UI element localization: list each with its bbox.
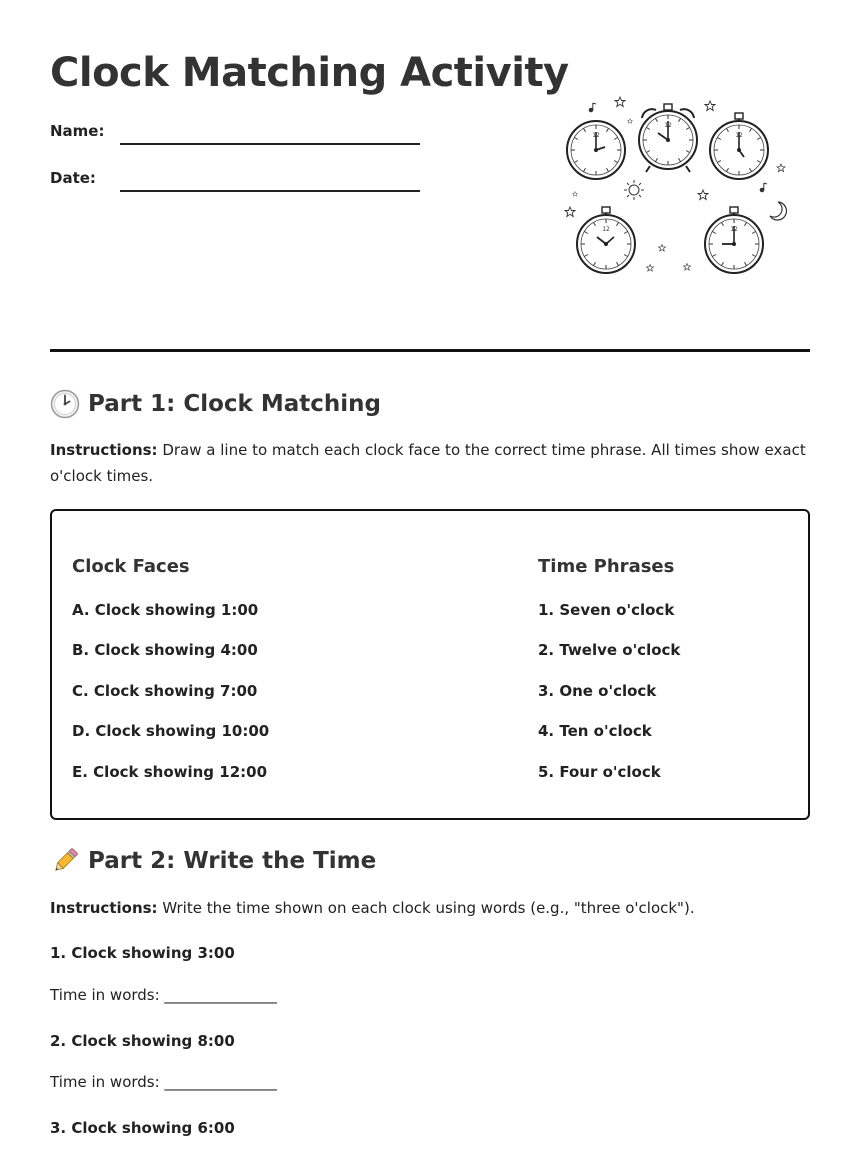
time-phrase-item[interactable]: 2. Twelve o'clock <box>538 641 681 659</box>
clock-face-item[interactable]: D. Clock showing 10:00 <box>72 722 270 740</box>
part2-instructions <box>50 895 810 921</box>
date-line <box>120 190 420 192</box>
answer-line[interactable]: Time in words: _______________ <box>50 986 277 1004</box>
page-title: Clock Matching Activity <box>50 50 569 96</box>
question-title: 3. Clock showing 6:00 <box>50 1119 235 1137</box>
part2-instructions-text: Write the time shown on each clock using words (e.g., "three o'clock"). <box>157 899 695 917</box>
part2-instructions-label: Instructions: <box>50 899 158 917</box>
clock-faces-heading: Clock Faces <box>72 556 190 577</box>
date-label: Date: <box>50 169 96 187</box>
time-phrases-heading: Time Phrases <box>538 556 675 577</box>
question-title: 1. Clock showing 3:00 <box>50 944 235 962</box>
time-phrase-item[interactable]: 5. Four o'clock <box>538 763 661 781</box>
matching-box <box>50 509 810 820</box>
part1-heading-text: Part 1: Clock Matching <box>88 391 381 417</box>
clock-face-item[interactable]: B. Clock showing 4:00 <box>72 641 258 659</box>
clocks-illustration-icon <box>558 94 790 284</box>
name-line <box>120 143 420 145</box>
pencil-icon <box>50 846 80 876</box>
part1-instructions-label: Instructions: <box>50 441 158 459</box>
header-divider <box>50 349 810 352</box>
time-phrase-item[interactable]: 3. One o'clock <box>538 682 657 700</box>
part2-heading-text: Part 2: Write the Time <box>88 848 377 874</box>
answer-line[interactable]: Time in words: _______________ <box>50 1073 277 1091</box>
part2-heading <box>50 846 376 876</box>
question-title: 2. Clock showing 8:00 <box>50 1032 235 1050</box>
clock-face-item[interactable]: C. Clock showing 7:00 <box>72 682 258 700</box>
name-label: Name: <box>50 122 105 140</box>
clock-face-item[interactable]: A. Clock showing 1:00 <box>72 601 259 619</box>
part1-instructions <box>50 437 810 489</box>
time-phrase-item[interactable]: 4. Ten o'clock <box>538 722 652 740</box>
clock-icon <box>50 389 80 419</box>
part1-instructions-text: Draw a line to match each clock face to the correct time phrase. All times show exact o'clock times. <box>50 441 806 485</box>
clock-face-item[interactable]: E. Clock showing 12:00 <box>72 763 268 781</box>
part1-heading <box>50 389 381 419</box>
time-phrase-item[interactable]: 1. Seven o'clock <box>538 601 675 619</box>
